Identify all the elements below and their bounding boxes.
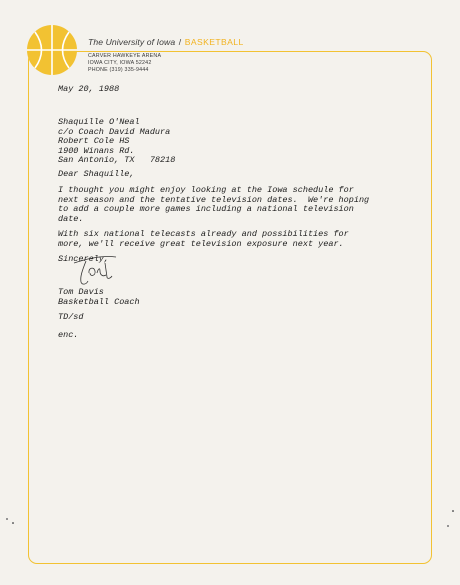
paragraph-line: With six national telecasts already and possibilities for [58, 229, 349, 239]
paragraph-line: I thought you might enjoy looking at the Iowa schedule for [58, 185, 354, 195]
enclosure-note: enc. [58, 330, 79, 340]
title-separator: / [178, 37, 182, 47]
recipient-line: Robert Cole HS [58, 136, 130, 147]
recipient-line: San Antonio, TX 78218 [58, 155, 176, 166]
typist-initials: TD/sd [58, 312, 84, 322]
paragraph-line: date. [58, 213, 84, 224]
paragraph-line: more, we'll receive great television exposure next year. [58, 238, 344, 249]
signer-name: Tom Davis [58, 287, 104, 297]
salutation: Dear Shaquille, [58, 169, 135, 179]
letterhead-address [88, 53, 161, 75]
signer-block [58, 288, 140, 307]
closing: Sincerely, [58, 254, 110, 264]
paper-speck [447, 525, 449, 527]
recipient-line: Shaquille O'Neal [58, 117, 140, 127]
department-name: BASKETBALL [184, 37, 244, 47]
address-line: PHONE (319) 335-9444 [88, 67, 149, 74]
basketball-icon [26, 24, 78, 76]
signer-title: Basketball Coach [58, 296, 140, 307]
address-line: CARVER HAWKEYE ARENA [88, 53, 162, 59]
letter-date: May 20, 1988 [58, 84, 120, 94]
paper-speck [12, 522, 14, 524]
body-paragraph-2 [58, 230, 349, 249]
recipient-block [58, 118, 175, 166]
body-paragraph-1 [58, 186, 369, 224]
recipient-line: c/o Coach David Madura [58, 126, 171, 137]
paper-speck [452, 510, 454, 512]
handwritten-signature [72, 255, 118, 287]
address-line: IOWA CITY, IOWA 52242 [88, 60, 152, 67]
paper-speck [6, 518, 8, 520]
paragraph-line: next season and the tentative television dates. We're hoping [58, 194, 370, 205]
recipient-line: 1900 Winans Rd. [58, 145, 135, 156]
letterhead-title [88, 37, 244, 47]
paragraph-line: to add a couple more games including a national television [58, 204, 354, 215]
institution-name: The University of Iowa [88, 37, 176, 47]
